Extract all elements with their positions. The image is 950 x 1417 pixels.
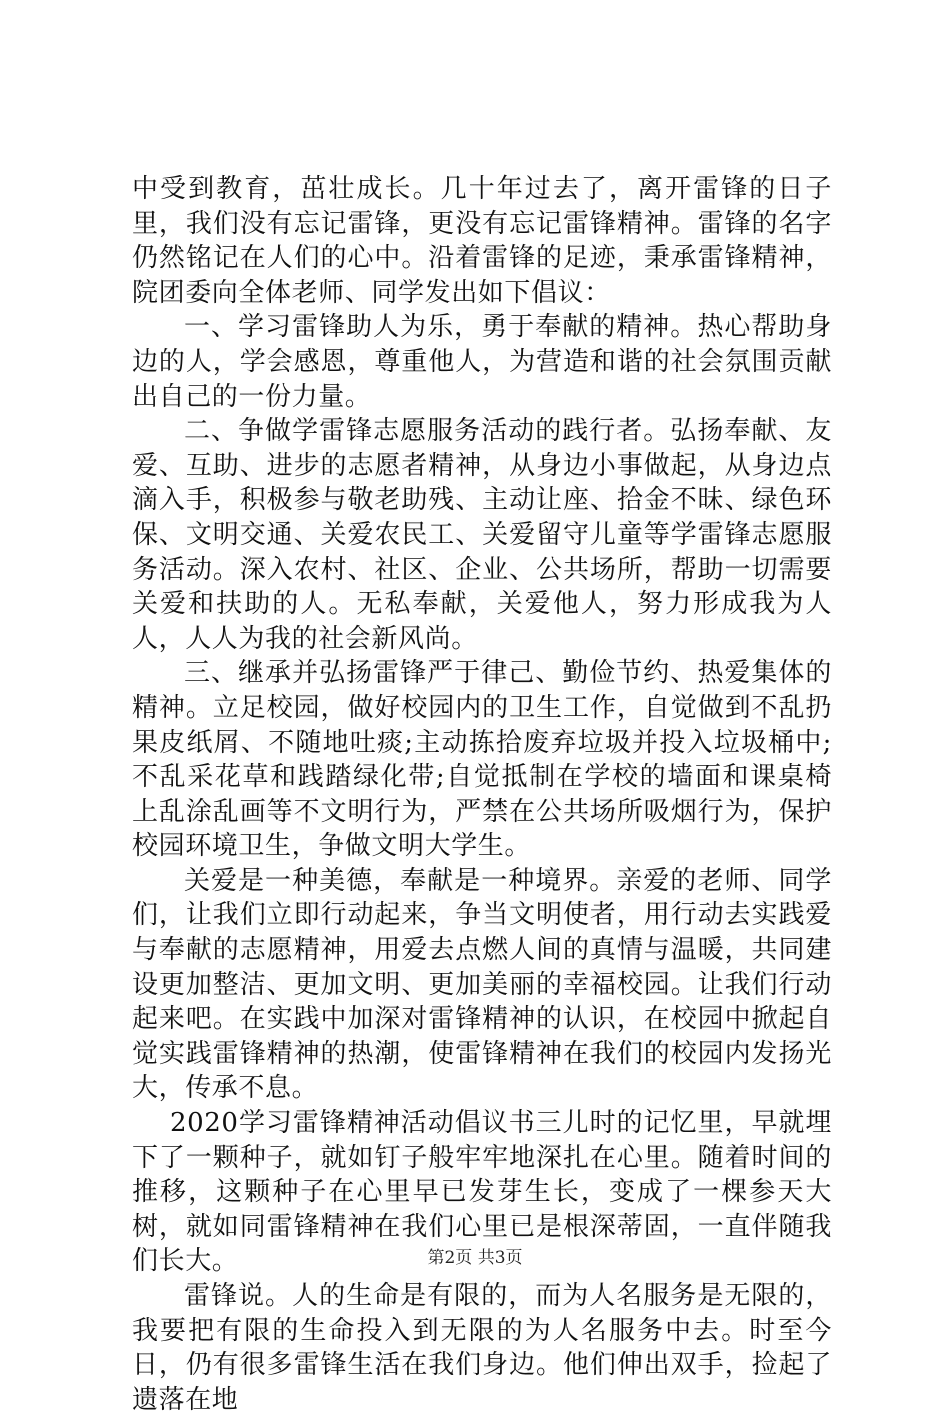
- paragraph-leifeng-quote: 雷锋说。人的生命是有限的，而为人名服务是无限的，我要把有限的生命投入到无限的为人名服务中去。时至今日，仍有很多雷锋生活在我们身边。他们伸出双手，捡起了遗落在地: [132, 1281, 832, 1415]
- paragraph-proposal-one: 一、学习雷锋助人为乐，勇于奉献的精神。热心帮助身边的人，学会感恩，尊重他人，为营造和谐的社会氛围贡献出自己的一份力量。: [132, 312, 832, 412]
- page-footer: 第2页 共3页: [427, 1248, 523, 1268]
- paragraph-proposal-three: 三、继承并弘扬雷锋严于律己、勤俭节约、热爱集体的精神。立足校园，做好校园内的卫生工作，自觉做到不乱扔果皮纸屑、不随地吐痰;主动拣拾废弃垃圾并投入垃圾桶中;不乱采花草和践踏绿化带;自觉抵制在学校的墙面和课桌椅上乱涂乱画等不文明行为，严禁在公共场所吸烟行为，保护校园环境卫生，争做文明大学生。: [132, 658, 832, 862]
- paragraph-proposal-two: 二、争做学雷锋志愿服务活动的践行者。弘扬奉献、友爱、互助、进步的志愿者精神，从身边小事做起，从身边点滴入手，积极参与敬老助残、主动让座、拾金不昧、绿色环保、文明交通、关爱农民工、关爱留守儿童等学雷锋志愿服务活动。深入农村、社区、企业、公共场所，帮助一切需要关爱和扶助的人。无私奉献，关爱他人，努力形成我为人人，人人为我的社会新风尚。: [132, 416, 832, 654]
- paragraph-article-three: 2020学习雷锋精神活动倡议书三儿时的记忆里，早就埋下了一颗种子，就如钉子般牢牢地深扎在心里。随着时间的推移，这颗种子在心里早已发芽生长，变成了一棵参天大树，就如同雷锋精神在我们心里已是根深蒂固，一直伴随我们长大。: [132, 1108, 832, 1277]
- paragraph-closing: 关爱是一种美德，奉献是一种境界。亲爱的老师、同学们，让我们立即行动起来，争当文明使者，用行动去实践爱与奉献的志愿精神，用爱去点燃人间的真情与温暖，共同建设更加整洁、更加文明、更加美丽的幸福校园。让我们行动起来吧。在实践中加深对雷锋精神的认识，在校园中掀起自觉实践雷锋精神的热潮，使雷锋精神在我们的校园内发扬光大，传承不息。: [132, 865, 832, 1104]
- paragraph-intro: 中受到教育，茁壮成长。几十年过去了，离开雷锋的日子里，我们没有忘记雷锋，更没有忘记雷锋精神。雷锋的名字仍然铭记在人们的心中。沿着雷锋的足迹，秉承雷锋精神，院团委向全体老师、同学发出如下倡议：: [132, 174, 832, 308]
- document-body: [132, 172, 832, 1417]
